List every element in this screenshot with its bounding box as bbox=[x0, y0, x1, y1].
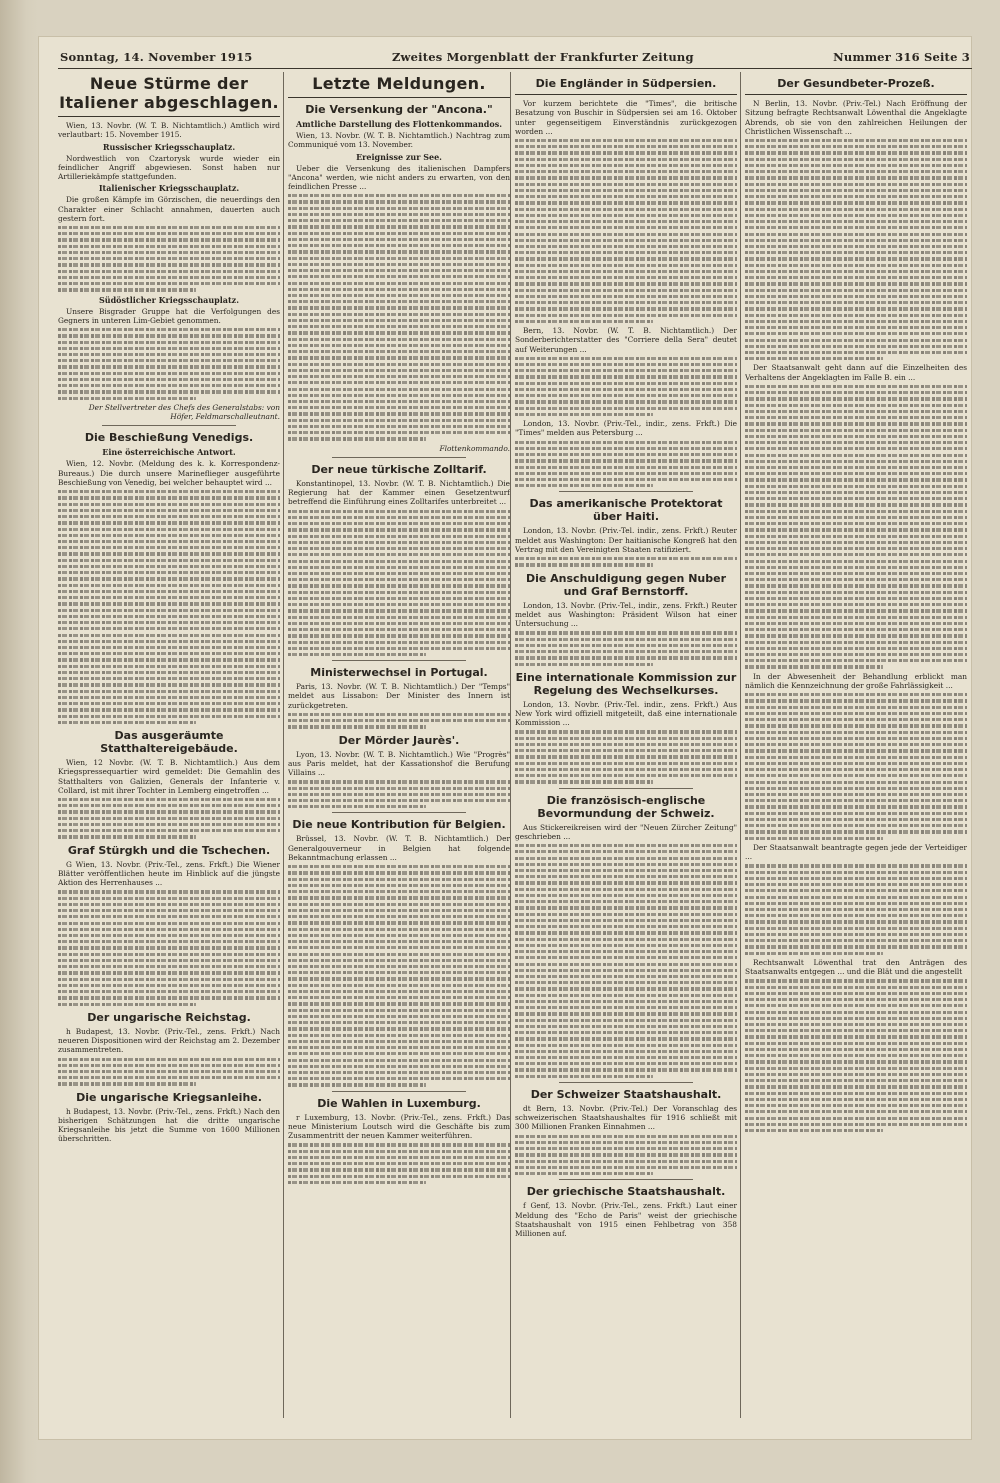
article-text: London, 13. Novbr. (Priv.-Tel., indir., zens. Frkft.) Die "Times" melden aus Petersburg ... bbox=[515, 419, 737, 438]
headline-jaures: Der Mörder Jaurès'. bbox=[338, 733, 460, 747]
text-lines bbox=[58, 226, 280, 292]
column-rule bbox=[740, 72, 741, 1418]
article-text: h Budapest, 13. Novbr. (Priv.-Tel., zens. Frkft.) Nach den bisherigen Schätzungen hat die dritte ungarische Kriegsanleihe bis jetzt die Summe von 1600 Millionen überschritten. bbox=[58, 1106, 280, 1144]
text-lines bbox=[58, 798, 280, 839]
text-lines bbox=[515, 631, 737, 665]
article-text: N Berlin, 13. Novbr. (Priv.-Tel.) Nach Eröffnung der Sitzung befragte Rechtsanwalt Löwenthal die Angeklagte Abrends, ob sie von den zahlreichen Heilungen der Christlichen Wissenschaft ... bbox=[745, 99, 967, 136]
divider bbox=[559, 491, 692, 492]
text-lines bbox=[515, 441, 737, 488]
text-lines bbox=[745, 979, 967, 1132]
column-rule bbox=[283, 72, 284, 1418]
divider bbox=[515, 94, 737, 95]
divider bbox=[58, 116, 280, 117]
article-text: Die großen Kämpfe im Görzischen, die neuerdings den Charakter einer Schlacht annahmen, dauerten auch gestern fort. bbox=[58, 195, 280, 223]
text-lines bbox=[288, 194, 510, 440]
divider bbox=[102, 425, 235, 426]
column-1 bbox=[58, 72, 280, 1418]
dateline: Wien, 13. Novbr. (W. T. B. Nichtamtlich.) Amtlich wird verlautbart: 15. November 1915. bbox=[58, 121, 280, 140]
article-text: London, 13. Novbr. (Priv.-Tel. indir., zens. Frkft.) Aus New York wird offiziell mitgeteilt, daß eine internationale Kommission ... bbox=[515, 699, 737, 728]
headline-griechisch: Der griechische Staatshaushalt. bbox=[526, 1185, 726, 1199]
headline-reichstag: Der ungarische Reichstag. bbox=[87, 1010, 251, 1024]
text-lines bbox=[288, 510, 510, 657]
divider bbox=[332, 660, 465, 661]
article-text: Brüssel, 13. Novbr. (W. T. B. Nichtamtlich.) Der Generalgouverneur in Belgien hat folgende Bekanntmachung erlassen ... bbox=[288, 834, 510, 862]
article-text: Rechtsanwalt Löwenthal trat den Anträgen des Staatsanwalts entgegen ... und die Blät und die angestellt bbox=[745, 957, 967, 977]
divider bbox=[288, 97, 510, 98]
divider bbox=[559, 788, 692, 789]
text-lines bbox=[288, 1143, 510, 1184]
headline-schweiz: Die französisch-englische Bevormundung der Schweiz. bbox=[537, 793, 715, 820]
article-text: Bern, 13. Novbr. (W. T. B. Nichtamtlich.) Der Sonderberichterstatter des "Corriere della Sera" deutet auf Weiterungen ... bbox=[515, 326, 737, 354]
text-lines bbox=[288, 713, 510, 729]
article-text: Lyon, 13. Novbr. (W. T. B. Nichtamtlich.) Wie "Progrès" aus Paris meldet, hat der Kassationshof die Berufung Villains ... bbox=[288, 749, 510, 778]
article-text: r Luxemburg, 13. Novbr. (Priv.-Tel., zens. Frkft.) Das neue Ministerium Loutsch wird die Geschäfte bis zum Zusammentritt der neuen Kammer weiterführen. bbox=[288, 1112, 510, 1141]
subhead-venedig: Eine österreichische Antwort. bbox=[102, 447, 236, 458]
text-lines bbox=[58, 890, 280, 1005]
masthead-issue: Nummer 316 Seite 3 bbox=[833, 50, 970, 64]
article-text: In der Abwesenheit der Behandlung erblickt man nämlich die Kennzeichnung der große Fahrlässigkeit ... bbox=[745, 671, 967, 690]
text-lines bbox=[515, 139, 737, 323]
divider bbox=[332, 457, 465, 458]
article-text: Ueber die Versenkung des italienischen Dampfers "Ancona" werden, wie nicht anders zu erwarten, von den feindlichen Presse ... bbox=[288, 163, 510, 191]
headline-letzte-meldungen: Letzte Meldungen. bbox=[312, 74, 486, 93]
text-lines bbox=[515, 844, 737, 1078]
article-text: dt Bern, 13. Novbr. (Priv.-Tel.) Der Voranschlag des schweizerischen Staatshaushaltes für 1916 schließt mit 300 Millionen Franken Einnahmen ... bbox=[515, 1103, 737, 1132]
subhead-ancona: Amtliche Darstellung des Flottenkommandos. bbox=[295, 119, 503, 129]
article-text: f Genf, 13. Novbr. (Priv.-Tel., zens. Frkft.) Laut einer Meldung des "Echo de Paris" weist der griechische Staatshaushalt von 1915 einen Fehlbetrag von 358 Millionen auf. bbox=[515, 1201, 737, 1238]
signature: Flottenkommando. bbox=[439, 443, 510, 453]
article-text: London, 13. Novbr. (Priv.-Tel., indir., zens. Frkft.) Reuter meldet aus Washington: Präsident Wilson hat einer Untersuchung ... bbox=[515, 600, 737, 629]
masthead-date: Sonntag, 14. November 1915 bbox=[60, 50, 253, 64]
text-lines bbox=[288, 865, 510, 1086]
text-lines bbox=[515, 1135, 737, 1176]
headline-venedig: Die Beschießung Venedigs. bbox=[84, 431, 254, 445]
article-text: Der Staatsanwalt geht dann auf die Einzelheiten des Verhaltens der Angeklagten im Falle B. ein ... bbox=[745, 363, 967, 382]
text-lines bbox=[288, 780, 510, 808]
text-lines bbox=[58, 1058, 280, 1086]
scan-margin bbox=[0, 0, 38, 1483]
divider bbox=[559, 1179, 692, 1180]
headline-zolltarif: Der neue türkische Zolltarif. bbox=[311, 462, 487, 476]
article-text: Paris, 13. Novbr. (W. T. B. Nichtamtlich.) Der "Temps" meldet aus Lissabon: Der Minister des Innern ist zurückgetreten. bbox=[288, 682, 510, 710]
headline-kommission: Eine internationale Kommission zur Regelung des Wechselkurses. bbox=[515, 670, 737, 697]
column-2 bbox=[288, 72, 510, 1418]
headline-statthalter: Das ausgeräumte Statthaltereigebäude. bbox=[100, 729, 238, 755]
text-lines bbox=[58, 490, 280, 724]
text-lines bbox=[745, 864, 967, 954]
text-lines bbox=[745, 385, 967, 669]
article-text: Der Staatsanwalt beantragte gegen jede der Verteidiger ... bbox=[745, 842, 967, 862]
headline-portugal: Ministerwechsel in Portugal. bbox=[310, 666, 488, 680]
text-lines bbox=[745, 139, 967, 360]
divider bbox=[559, 1082, 692, 1083]
column-3 bbox=[515, 72, 737, 1418]
masthead-paper: Zweites Morgenblatt der Frankfurter Zeitung bbox=[391, 50, 694, 64]
article-text: London, 13. Novbr. (Priv.-Tel. indir., zens. Frkft.) Reuter meldet aus Washington: Der haitianische Kongreß hat den Vertrag mit den Vereinigten Staaten ratifiziert. bbox=[515, 526, 737, 554]
headline-suedpersien: Die Engländer in Südpersien. bbox=[535, 77, 717, 90]
headline-belgien: Die neue Kontribution für Belgien. bbox=[292, 818, 506, 832]
headline-luxemburg: Die Wahlen in Luxemburg. bbox=[317, 1096, 481, 1110]
article-text: Vor kurzem berichtete die "Times", die britische Besatzung von Buschir in Südpersien sei am 16. Oktober unter gegenseitigem Einverständnis zurückgezogen worden ... bbox=[515, 99, 737, 136]
article-text: Unsere Bisgrader Gruppe hat die Verfolgungen des Gegners in unteren Lim-Gebiet genommen. bbox=[58, 306, 280, 325]
column-4 bbox=[745, 72, 967, 1418]
headline-haiti: Das amerikanische Protektorat über Haiti. bbox=[529, 497, 723, 524]
signature: Der Stellvertreter des Chefs des Generalstabs: von Höfer, Feldmarschalleutnant. bbox=[88, 402, 280, 422]
headline-schweizer-haushalt: Der Schweizer Staatshaushalt. bbox=[530, 1087, 722, 1101]
divider bbox=[745, 94, 967, 95]
divider bbox=[332, 812, 465, 813]
text-lines bbox=[58, 328, 280, 400]
headline-italiener: Neue Stürme der Italiener abgeschlagen. bbox=[59, 74, 279, 112]
headline-ancona: Die Versenkung der "Ancona." bbox=[305, 103, 493, 116]
article-text: Konstantinopel, 13. Novbr. (W. T. B. Nichtamtlich.) Die Regierung hat der Kammer einen Gesetzentwurf betreffend die Einführung eines Zolltarifes unterbreitet ... bbox=[288, 478, 510, 507]
masthead-rule bbox=[58, 68, 972, 69]
article-text: Wien, 13. Novbr. (W. T. B. Nichtamtlich.) Nachtrag zum Communiqué vom 13. November. bbox=[288, 131, 510, 150]
headline-nuber: Die Anschuldigung gegen Nuber und Graf Bernstorff. bbox=[525, 571, 727, 598]
section-italienisch: Italienischer Kriegsschauplatz. bbox=[98, 183, 240, 194]
article-text: h Budapest, 13. Novbr. (Priv.-Tel., zens. Frkft.) Nach neueren Dispositionen wird der Reichstag am 2. Dezember zusammentreten. bbox=[58, 1026, 280, 1055]
article-text: G Wien, 13. Novbr. (Priv.-Tel., zens. Frkft.) Die Wiener Blätter veröffentlichen heute im Hinblick auf die jüngste Aktion des Herrenhauses ... bbox=[58, 859, 280, 888]
divider bbox=[332, 1091, 465, 1092]
article-text: Wien, 12 Novbr. (W. T. B. Nichtamtlich.) Aus dem Kriegspressequartier wird gemeldet: Die Gemahlin des Statthalters von Galizien, Generals der Infanterie v. Collard, ist mit ihrer Tochter in Lemberg eingetroffen ... bbox=[58, 758, 280, 795]
masthead bbox=[60, 48, 970, 66]
column-rule bbox=[510, 72, 511, 1418]
section-suedoestlich: Südöstlicher Kriegsschauplatz. bbox=[98, 294, 239, 305]
text-lines bbox=[515, 557, 737, 566]
text-lines bbox=[515, 357, 737, 416]
article-text: Aus Stickereikreisen wird der "Neuen Zürcher Zeitung" geschrieben ... bbox=[515, 822, 737, 841]
headline-anleihe: Die ungarische Kriegsanleihe. bbox=[76, 1090, 262, 1104]
text-lines bbox=[515, 730, 737, 783]
article-text: Nordwestlich von Czartorysk wurde wieder ein feindlicher Angriff abgewiesen. Sonst haben nur Artilleriekämpfe stattgefunden. bbox=[58, 153, 280, 181]
text-lines bbox=[745, 693, 967, 840]
section-russisch: Russischer Kriegsschauplatz. bbox=[102, 141, 236, 152]
headline-gesundbeter: Der Gesundbeter-Prozeß. bbox=[777, 77, 935, 90]
headline-stuergkh: Graf Stürgkh und die Tschechen. bbox=[67, 843, 271, 857]
article-text: Wien, 12. Novbr. (Meldung des k. k. Korrespondenz-Bureaus.) Die durch unsere Marineflieger ausgeführte Beschießung von Venedig, bei welcher behauptet wird ... bbox=[58, 459, 280, 487]
subhead-ereignisse: Ereignisse zur See. bbox=[356, 151, 442, 162]
